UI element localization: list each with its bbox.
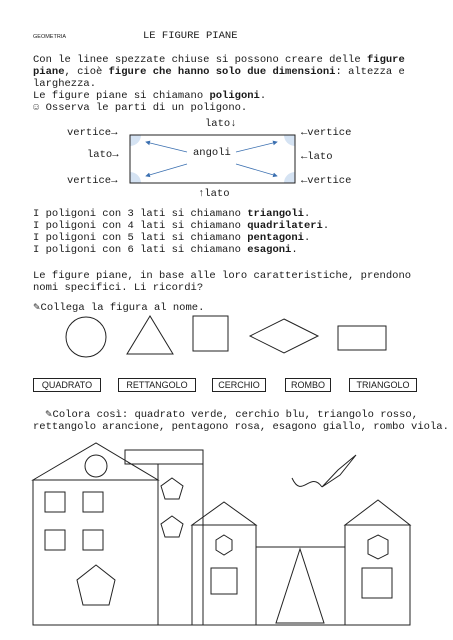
middle-pentagon-2[interactable] [161,516,183,537]
left-building[interactable] [33,480,158,625]
specific-line-1: Le figure piane, in base alle loro caratteristiche, prendono [33,270,412,282]
polygon-name: quadrilateri [247,220,323,232]
label-angoli: angoli [193,147,231,159]
low-triangle[interactable] [276,549,324,623]
label-vertice-bottom-right: ←vertice [301,175,352,187]
right-hexagon[interactable] [368,535,388,559]
intro-text: : altezza e [335,66,405,78]
intro-bold: figure che hanno solo due dimensioni [108,66,336,78]
intro-bold: poligoni [209,90,260,102]
label-triangolo[interactable]: TRIANGOLO [349,378,417,392]
house-roof[interactable] [192,502,256,525]
exercise-1-text: Collega la figura al nome. [40,302,205,314]
window[interactable] [83,530,103,550]
exercise-2-text: Colora così: quadrato verde, cerchio blu, triangolo rosso, [52,409,419,421]
subject-label: GEOMETRIA [33,34,67,40]
left-roof-triangle[interactable] [33,443,158,480]
label-vertice-top-right: ←vertice [301,127,352,139]
polygon-text: I poligoni con 5 lati si chiamano [33,232,248,244]
right-building[interactable] [345,525,410,625]
intro-bold: piane [33,66,65,78]
polygon-text: I poligoni con 6 lati si chiamano [33,244,248,256]
intro-bold: figure [366,54,405,66]
right-roof[interactable] [345,500,410,525]
middle-pentagon[interactable] [161,478,183,499]
intro-line-5: ☺ Osserva le parti di un poligono. [33,102,248,114]
polygon-text: . [291,244,298,256]
kite-string [292,478,322,487]
label-vertice-top-left: vertice→ [67,127,118,139]
polygon-text: I poligoni con 4 lati si chiamano [33,220,248,232]
low-building[interactable] [256,547,345,625]
house-window[interactable] [211,568,237,594]
polygon-name: triangoli [247,208,304,220]
intro-line-3: larghezza. [33,78,97,90]
house-hexagon[interactable] [216,535,232,555]
label-cerchio[interactable]: CERCHIO [212,378,266,392]
label-lato-left: lato→ [87,149,119,161]
pencil-icon: ✎ [33,303,41,313]
window[interactable] [45,492,65,512]
intro-text: . [259,90,267,102]
exercise-2-line-2: rettangolo arancione, pentagono rosa, esagono giallo, rombo viola. [33,421,449,433]
left-roof-circle[interactable] [85,455,107,477]
label-rombo[interactable]: ROMBO [285,378,331,392]
label-vertice-bottom-left: vertice→ [67,175,118,187]
polygon-text: I poligoni con 3 lati si chiamano [33,208,248,220]
kite-rhombus[interactable] [322,455,356,487]
intro-text: , cioè [64,66,109,78]
specific-line-2: nomi specifici. Li ricordi? [33,282,204,294]
window[interactable] [83,492,103,512]
label-rettangolo[interactable]: RETTANGOLO [118,378,196,392]
polygon-text: . [303,208,311,220]
middle-tower[interactable] [158,464,203,625]
polygon-name: esagoni [247,244,292,256]
pencil-icon: ✎ [45,410,53,420]
label-lato-top: lato↓ [205,118,237,130]
polygon-text: . [322,220,330,232]
right-window[interactable] [362,568,392,598]
intro-text: Le figure piane si chiamano [33,90,210,102]
label-quadrato[interactable]: QUADRATO [33,378,101,392]
label-lato-right: ←lato [301,151,333,163]
intro-text: Con le linee spezzate chiuse si possono creare delle [33,54,367,66]
left-door-pentagon[interactable] [77,565,115,605]
polygon-name: pentagoni [247,232,304,244]
house-body[interactable] [192,525,256,625]
middle-top-rectangle[interactable] [125,450,203,464]
window[interactable] [45,530,65,550]
page-title: LE FIGURE PIANE [143,30,238,42]
label-lato-bottom: ↑lato [198,188,230,200]
polygon-text: . [303,232,311,244]
